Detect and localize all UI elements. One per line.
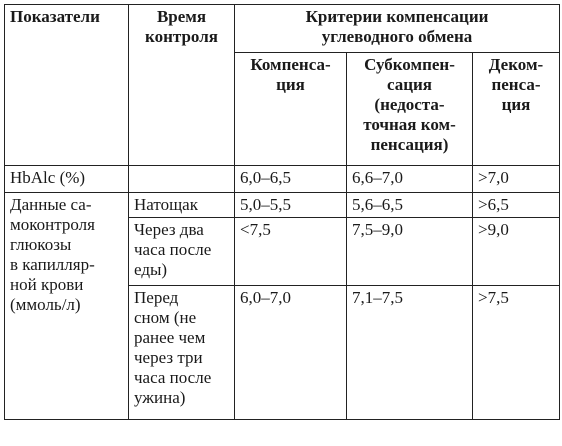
header-indicator: Показатели — [5, 5, 129, 166]
cell-after-meal-time: Через два часа после еды) — [129, 218, 235, 286]
cell-before-sleep-decompensation: >7,5 — [473, 286, 560, 420]
cell-fasting-compensation: 5,0–5,5 — [235, 193, 347, 218]
cell-hba1c-label: HbAlc (%) — [5, 166, 129, 193]
table-row-hba1c — [5, 166, 560, 193]
cell-before-sleep-compensation: 6,0–7,0 — [235, 286, 347, 420]
cell-hba1c-compensation: 6,0–6,5 — [235, 166, 347, 193]
cell-hba1c-time — [129, 166, 235, 193]
cell-after-meal-compensation: <7,5 — [235, 218, 347, 286]
cell-fasting-decompensation: >6,5 — [473, 193, 560, 218]
table-row-fasting — [5, 193, 560, 218]
cell-selfcontrol-label: Данные са- моконтроля глюкозы в капилляр- ной крови (ммоль/л) — [5, 193, 129, 420]
cell-before-sleep-time: Перед сном (не ранее чем через три часа после ужина) — [129, 286, 235, 420]
header-compensation: Компенса- ция — [235, 53, 347, 166]
header-criteria: Критерии компенсации углеводного обмена — [235, 5, 560, 53]
header-time: Время контроля — [129, 5, 235, 166]
cell-before-sleep-subcompensation: 7,1–7,5 — [347, 286, 473, 420]
header-subcompensation: Субкомпен- сация (недоста- точная ком- пенсация) — [347, 53, 473, 166]
cell-hba1c-decompensation: >7,0 — [473, 166, 560, 193]
header-decompensation: Деком- пенса- ция — [473, 53, 560, 166]
cell-after-meal-subcompensation: 7,5–9,0 — [347, 218, 473, 286]
cell-fasting-time: Натощак — [129, 193, 235, 218]
cell-hba1c-subcompensation: 6,6–7,0 — [347, 166, 473, 193]
compensation-criteria-table — [4, 4, 560, 420]
cell-fasting-subcompensation: 5,6–6,5 — [347, 193, 473, 218]
cell-after-meal-decompensation: >9,0 — [473, 218, 560, 286]
header-row-1 — [5, 5, 560, 53]
